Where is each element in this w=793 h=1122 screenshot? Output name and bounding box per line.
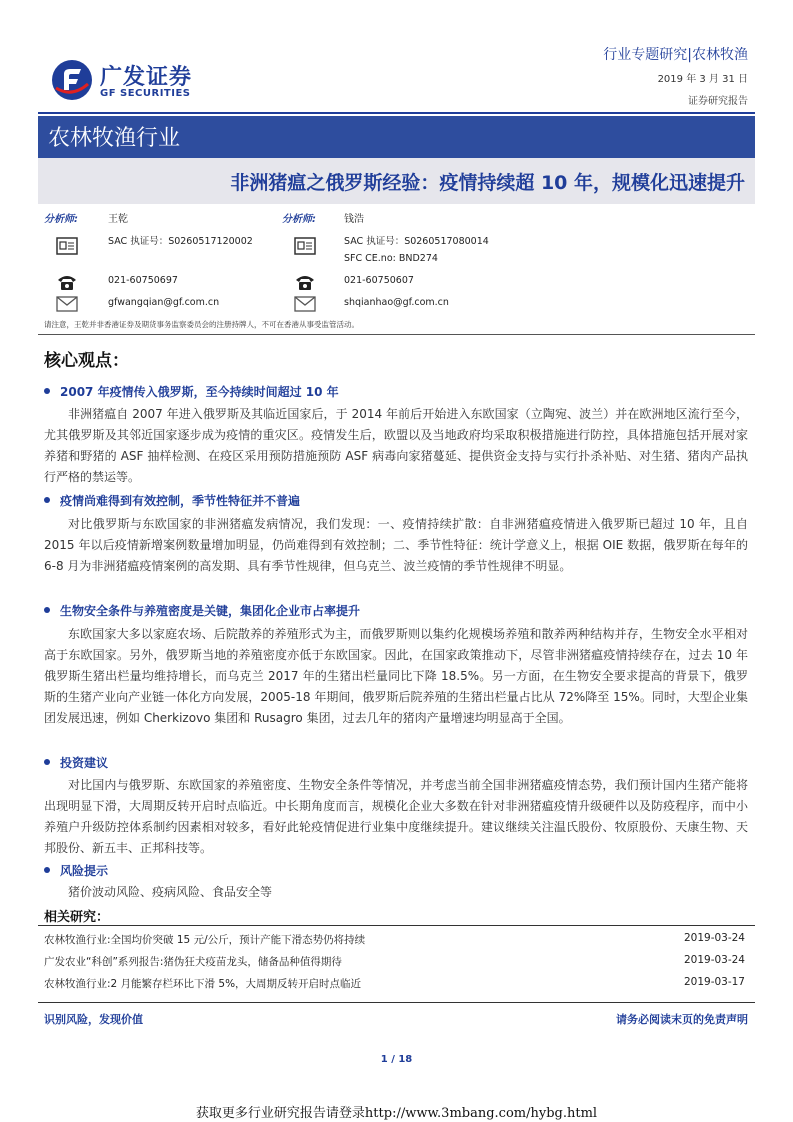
analyst-2-sfc: SFC CE.no: BND274	[344, 253, 438, 264]
title-box	[38, 158, 755, 204]
related-item[interactable]: 广发农业“科创”系列报告:猪伪狂犬疫苗龙头，储备品种值得期待 2019-03-24	[44, 954, 745, 968]
related-rule	[38, 925, 755, 926]
report-date: 2019 年 3 月 31 日	[657, 74, 748, 85]
analyst-1-email[interactable]: gfwangqian@gf.com.cn	[108, 297, 220, 308]
id-card-icon	[294, 236, 316, 256]
report-type: 证券研究报告	[688, 96, 748, 107]
analyst-2-name: 钱浩	[344, 214, 364, 225]
promo-banner[interactable]: 获取更多行业研究报告请登录http://www.3mbang.com/hybg.html	[195, 1106, 598, 1121]
bullet-heading: 风险提示	[44, 862, 108, 879]
bullet-body: 非洲猪瘟自 2007 年进入俄罗斯及其临近国家后，于 2014 年前后开始进入东欧国家（立陶宛、波兰）并在欧洲地区流行至今，尤其俄罗斯及其邻近国家逐步成为疫情的重灾区。疫情发生后，欧盟以及当地政府均采取积极措施进行防控，具体措施包括开展对家养猪和野猪的 ASF 抽样检测、在疫区采用预防措施预防 ASF 病毒向家猪蔓延、提供资金支持与实行扑杀补贴、对生猪、猪肉产品执行严格的禁运等。	[44, 407, 748, 484]
related-item[interactable]: 农林牧渔行业:全国均价突破 15 元/公斤，预计产能下滑态势仍将持续 2019-03-24	[44, 932, 745, 946]
report-title: 非洲猪瘟之俄罗斯经验：疫情持续超 10 年，规模化迅速提升	[230, 172, 745, 194]
bullet-body: 对比俄罗斯与东欧国家的非洲猪瘟发病情况，我们发现：一、疫情持续扩散：自非洲猪瘟疫情进入俄罗斯已超过 10 年，且自 2015 年以后疫情新增案例数量增加明显，仍尚难得到有效控制；二、季节性特征：统计学意义上，根据 OIE 数据，俄罗斯在每年的 6-8 月为非洲猪瘟疫情案例的高发期、具有季节性规律，但乌克兰、波兰疫情的季节性规律不明显。	[44, 517, 748, 573]
section-rule	[38, 334, 755, 335]
analyst-1-sac: SAC 执证号：S0260517120002	[108, 236, 253, 247]
footer-rule	[38, 1002, 755, 1003]
bullet-heading: 投资建议	[44, 754, 108, 771]
logo-text-en: GF SECURITIES	[100, 88, 191, 99]
core-views-title: 核心观点：	[44, 351, 129, 371]
bullet-body: 东欧国家大多以家庭农场、后院散养的养殖形式为主，而俄罗斯则以集约化规模场养殖和散养两种结构并存，生物安全水平相对高于东欧国家。另外，俄罗斯当地的养殖密度亦低于东欧国家。因此，在国家政策推动下，尽管非洲猪瘟疫情持续存在，过去 10 年俄罗斯生猪出栏量均维持增长，而乌克兰 2017 年的生猪出栏量同比下降 18.5%。另一方面，在生物安全要求提高的背景下，俄罗斯的生猪产业向产业链一体化方向发展，2005-18 年期间，俄罗斯后院养殖的生猪出栏量占比从 72%降至 15%。同时，大型企业集团发展迅速，例如 Cherkizovo 集团和 Rusagro 集团，过去几年的猪肉产量增速均明显高于全国。	[44, 627, 748, 725]
related-item[interactable]: 农林牧渔行业:2 月能繁存栏环比下滑 5%，大周期反转开启时点临近 2019-03-17	[44, 976, 745, 990]
gf-logo-icon	[50, 58, 94, 102]
id-card-icon	[56, 236, 78, 256]
analyst-2-email[interactable]: shqianhao@gf.com.cn	[344, 297, 449, 308]
company-logo	[50, 58, 210, 104]
bullet-body: 对比国内与俄罗斯、东欧国家的养殖密度、生物安全条件等情况，并考虑当前全国非洲猪瘟疫情态势，我们预计国内生猪产能将出现明显下滑，大周期反转开启时点临近。中长期角度而言，规模化企业大多数在针对非洲猪瘟疫情升级硬件以及防疫程序，而中小养殖户升级防控体系制约因素相对较多，看好此轮疫情促进行业集中度继续提升。建议继续关注温氏股份、牧原股份、天康生物、天邦股份、新五丰、正邦科技等。	[44, 778, 748, 855]
related-research-title: 相关研究：	[44, 910, 110, 925]
logo-text-cn: 广发证券	[100, 65, 193, 90]
analyst-2-phone[interactable]: 021-60750607	[344, 275, 414, 286]
mail-icon	[56, 294, 78, 314]
analyst-2-sac: SAC 执证号：S0260517080014	[344, 236, 489, 247]
industry-band	[38, 116, 755, 158]
industry-name: 农林牧渔行业	[48, 126, 181, 151]
bullet-heading: 生物安全条件与养殖密度是关键，集团化企业市占率提升	[44, 602, 360, 619]
analyst-1-label: 分析师:	[44, 214, 78, 225]
analyst-1-name: 王乾	[108, 214, 128, 225]
footer-slogan: 识别风险，发现价值	[44, 1013, 143, 1026]
bullet-heading: 2007 年疫情传入俄罗斯，至今持续时间超过 10 年	[44, 383, 339, 400]
bullet-body: 猪价波动风险、疫病风险、食品安全等	[68, 885, 273, 899]
footer-disclaimer: 请务必阅读末页的免责声明	[616, 1013, 748, 1026]
bullet-heading: 疫情尚难得到有效控制，季节性特征并不普遍	[44, 492, 300, 509]
mail-icon	[294, 294, 316, 314]
disclaimer-note: 请注意，王乾并非香港证券及期货事务监察委员会的注册持牌人，不可在香港从事受监管活动。	[44, 320, 359, 329]
page-number: 1 / 18	[380, 1054, 413, 1065]
phone-icon	[56, 272, 78, 292]
report-category: 行业专题研究|农林牧渔	[603, 47, 748, 63]
phone-icon	[294, 272, 316, 292]
analyst-1-phone[interactable]: 021-60750697	[108, 275, 178, 286]
analyst-2-label: 分析师:	[282, 214, 316, 225]
header-rule	[38, 112, 755, 114]
